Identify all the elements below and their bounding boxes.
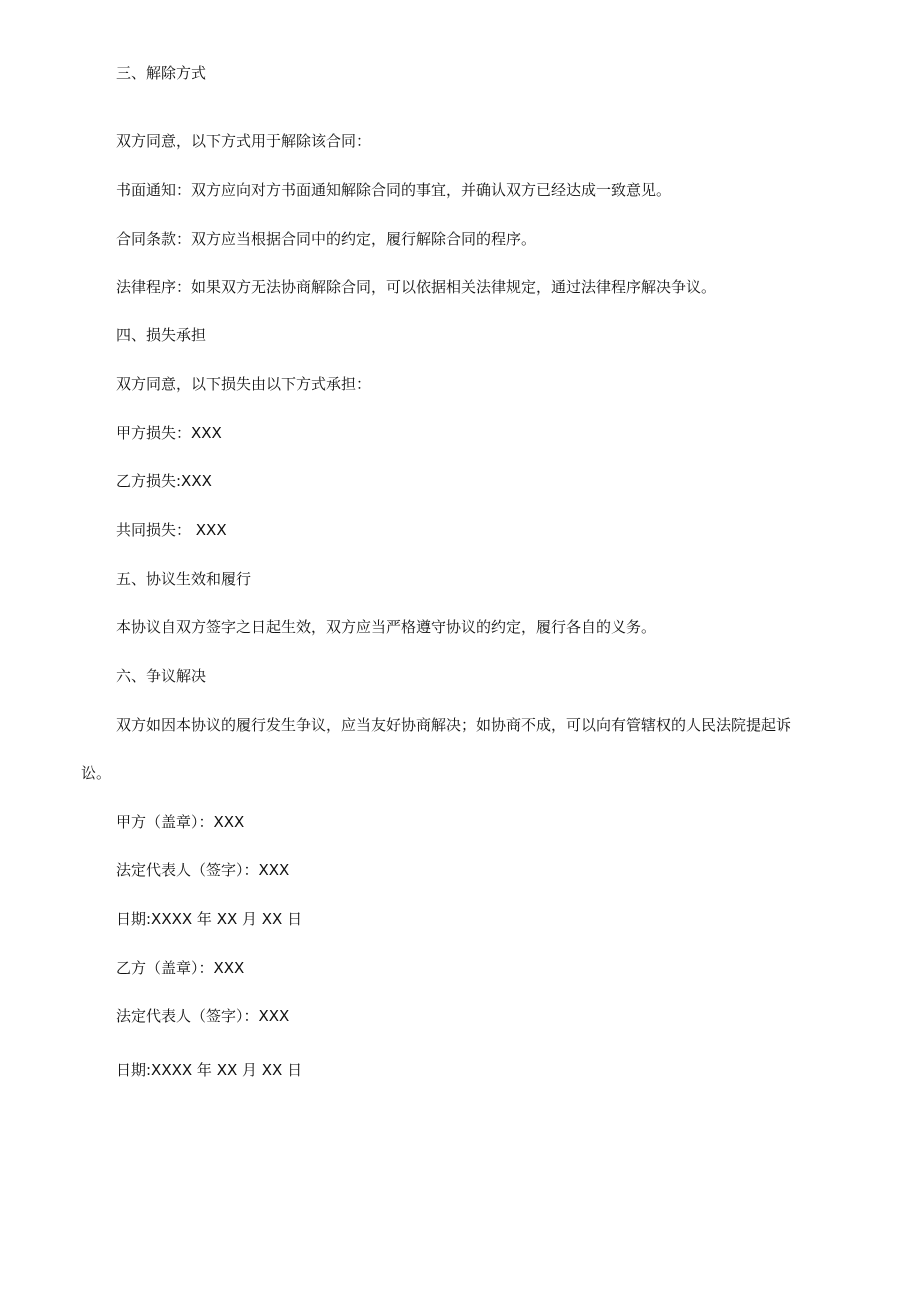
shared-loss: 共同损失： XXX bbox=[116, 521, 227, 539]
party-a-loss: 甲方损失：XXX bbox=[116, 424, 222, 442]
party-b-date: 日期:XXXX 年 XX 月 XX 日 bbox=[116, 1061, 303, 1079]
section-6-heading: 六、争议解决 bbox=[116, 667, 207, 685]
section-6-body-line-2: 讼。 bbox=[81, 764, 112, 782]
party-b-representative: 法定代表人（签字）：XXX bbox=[116, 1007, 290, 1025]
termination-contract-terms: 合同条款：双方应当根据合同中的约定，履行解除合同的程序。 bbox=[116, 230, 537, 248]
party-b-loss: 乙方损失:XXX bbox=[116, 472, 212, 490]
party-a-seal: 甲方（盖章）：XXX bbox=[116, 813, 245, 831]
section-3-heading: 三、解除方式 bbox=[116, 64, 207, 82]
section-6-body-line-1: 双方如因本协议的履行发生争议，应当友好协商解决；如协商不成，可以向有管辖权的人民法院提起诉 bbox=[116, 716, 792, 734]
section-5-body: 本协议自双方签字之日起生效，双方应当严格遵守协议的约定，履行各自的义务。 bbox=[116, 618, 657, 636]
termination-written-notice: 书面通知：双方应向对方书面通知解除合同的事宜，并确认双方已经达成一致意见。 bbox=[116, 181, 672, 199]
party-b-seal: 乙方（盖章）：XXX bbox=[116, 959, 245, 977]
party-a-date: 日期:XXXX 年 XX 月 XX 日 bbox=[116, 910, 303, 928]
section-4-intro: 双方同意，以下损失由以下方式承担： bbox=[116, 375, 372, 393]
section-5-heading: 五、协议生效和履行 bbox=[116, 570, 252, 588]
termination-legal-procedure: 法律程序：如果双方无法协商解除合同，可以依据相关法律规定，通过法律程序解决争议。 bbox=[116, 278, 717, 296]
section-4-heading: 四、损失承担 bbox=[116, 326, 207, 344]
party-a-representative: 法定代表人（签字）：XXX bbox=[116, 861, 290, 879]
section-3-intro: 双方同意，以下方式用于解除该合同： bbox=[116, 132, 372, 150]
